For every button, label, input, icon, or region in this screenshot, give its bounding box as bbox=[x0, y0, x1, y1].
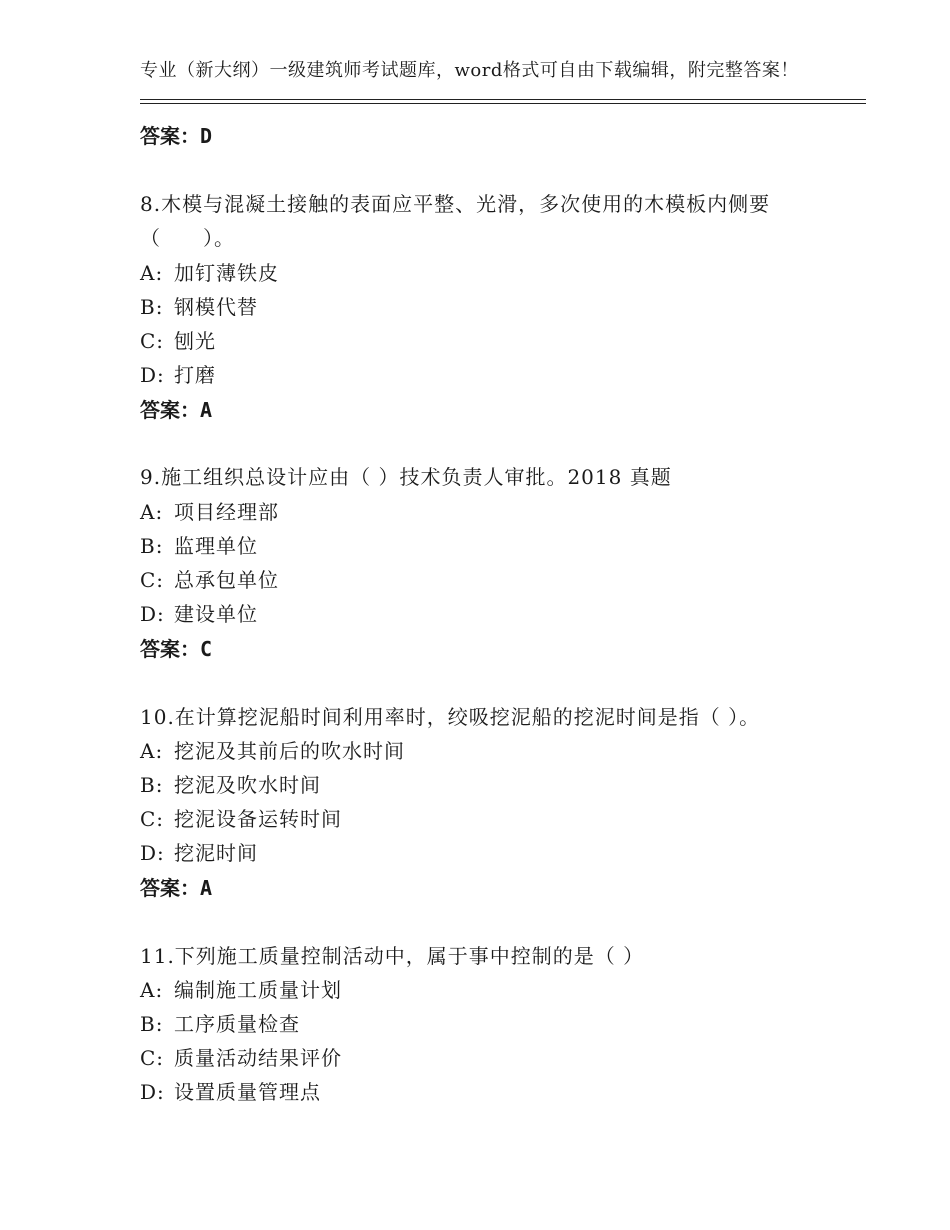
option-letter: B: bbox=[140, 534, 164, 558]
page-header: 专业（新大纲）一级建筑师考试题库，word格式可自由下载编辑，附完整答案！ bbox=[140, 60, 799, 81]
option-letter: B: bbox=[140, 773, 164, 797]
option-a bbox=[140, 974, 342, 1003]
answer-line: 答案：D bbox=[140, 124, 213, 148]
option-text: 总承包单位 bbox=[174, 568, 279, 592]
option-c bbox=[140, 564, 279, 593]
option-text: 工序质量检查 bbox=[174, 1012, 300, 1036]
header-rule-top bbox=[140, 99, 866, 100]
question-stem: 10.在计算挖泥船时间利用率时，绞吸挖泥船的挖泥时间是指（ ）。 bbox=[140, 705, 761, 729]
option-a bbox=[140, 496, 279, 525]
answer-line: 答案：A bbox=[140, 398, 213, 422]
option-text: 钢模代替 bbox=[174, 295, 258, 319]
option-letter: C: bbox=[140, 807, 165, 831]
option-letter: D: bbox=[140, 602, 165, 626]
option-text: 挖泥时间 bbox=[174, 841, 258, 865]
option-letter: D: bbox=[140, 363, 165, 387]
option-d bbox=[140, 359, 216, 388]
option-text: 加钉薄铁皮 bbox=[174, 261, 279, 285]
answer-line: 答案：A bbox=[140, 876, 213, 900]
option-letter: A: bbox=[140, 978, 164, 1002]
option-c bbox=[140, 803, 342, 832]
question-stem: 9.施工组织总设计应由（ ）技术负责人审批。2018 真题 bbox=[140, 465, 672, 489]
option-letter: D: bbox=[140, 1080, 165, 1104]
question-stem-continued: （ ）。 bbox=[140, 226, 235, 250]
option-letter: A: bbox=[140, 500, 164, 524]
option-d bbox=[140, 837, 258, 866]
option-text: 刨光 bbox=[174, 329, 216, 353]
option-a bbox=[140, 257, 279, 286]
option-b bbox=[140, 769, 321, 798]
option-b bbox=[140, 530, 258, 559]
option-d bbox=[140, 1076, 321, 1105]
option-b bbox=[140, 291, 258, 320]
question-stem: 8.木模与混凝土接触的表面应平整、光滑，多次使用的木模板内侧要 bbox=[140, 192, 771, 216]
option-c bbox=[140, 325, 216, 354]
option-c bbox=[140, 1042, 342, 1071]
option-text: 编制施工质量计划 bbox=[174, 978, 342, 1002]
option-text: 质量活动结果评价 bbox=[174, 1046, 342, 1070]
option-letter: A: bbox=[140, 261, 164, 285]
option-letter: B: bbox=[140, 295, 164, 319]
option-d bbox=[140, 598, 258, 627]
header-rule-bottom bbox=[140, 103, 866, 104]
option-letter: C: bbox=[140, 568, 165, 592]
option-letter: C: bbox=[140, 329, 165, 353]
option-letter: C: bbox=[140, 1046, 165, 1070]
option-a bbox=[140, 735, 405, 764]
option-text: 建设单位 bbox=[174, 602, 258, 626]
option-text: 打磨 bbox=[174, 363, 216, 387]
option-text: 设置质量管理点 bbox=[174, 1080, 321, 1104]
option-text: 挖泥及其前后的吹水时间 bbox=[174, 739, 405, 763]
option-b bbox=[140, 1008, 300, 1037]
answer-line: 答案：C bbox=[140, 637, 213, 661]
option-text: 挖泥设备运转时间 bbox=[174, 807, 342, 831]
option-text: 监理单位 bbox=[174, 534, 258, 558]
option-text: 挖泥及吹水时间 bbox=[174, 773, 321, 797]
question-stem: 11.下列施工质量控制活动中，属于事中控制的是（ ） bbox=[140, 944, 645, 968]
option-text: 项目经理部 bbox=[174, 500, 279, 524]
option-letter: D: bbox=[140, 841, 165, 865]
option-letter: B: bbox=[140, 1012, 164, 1036]
option-letter: A: bbox=[140, 739, 164, 763]
